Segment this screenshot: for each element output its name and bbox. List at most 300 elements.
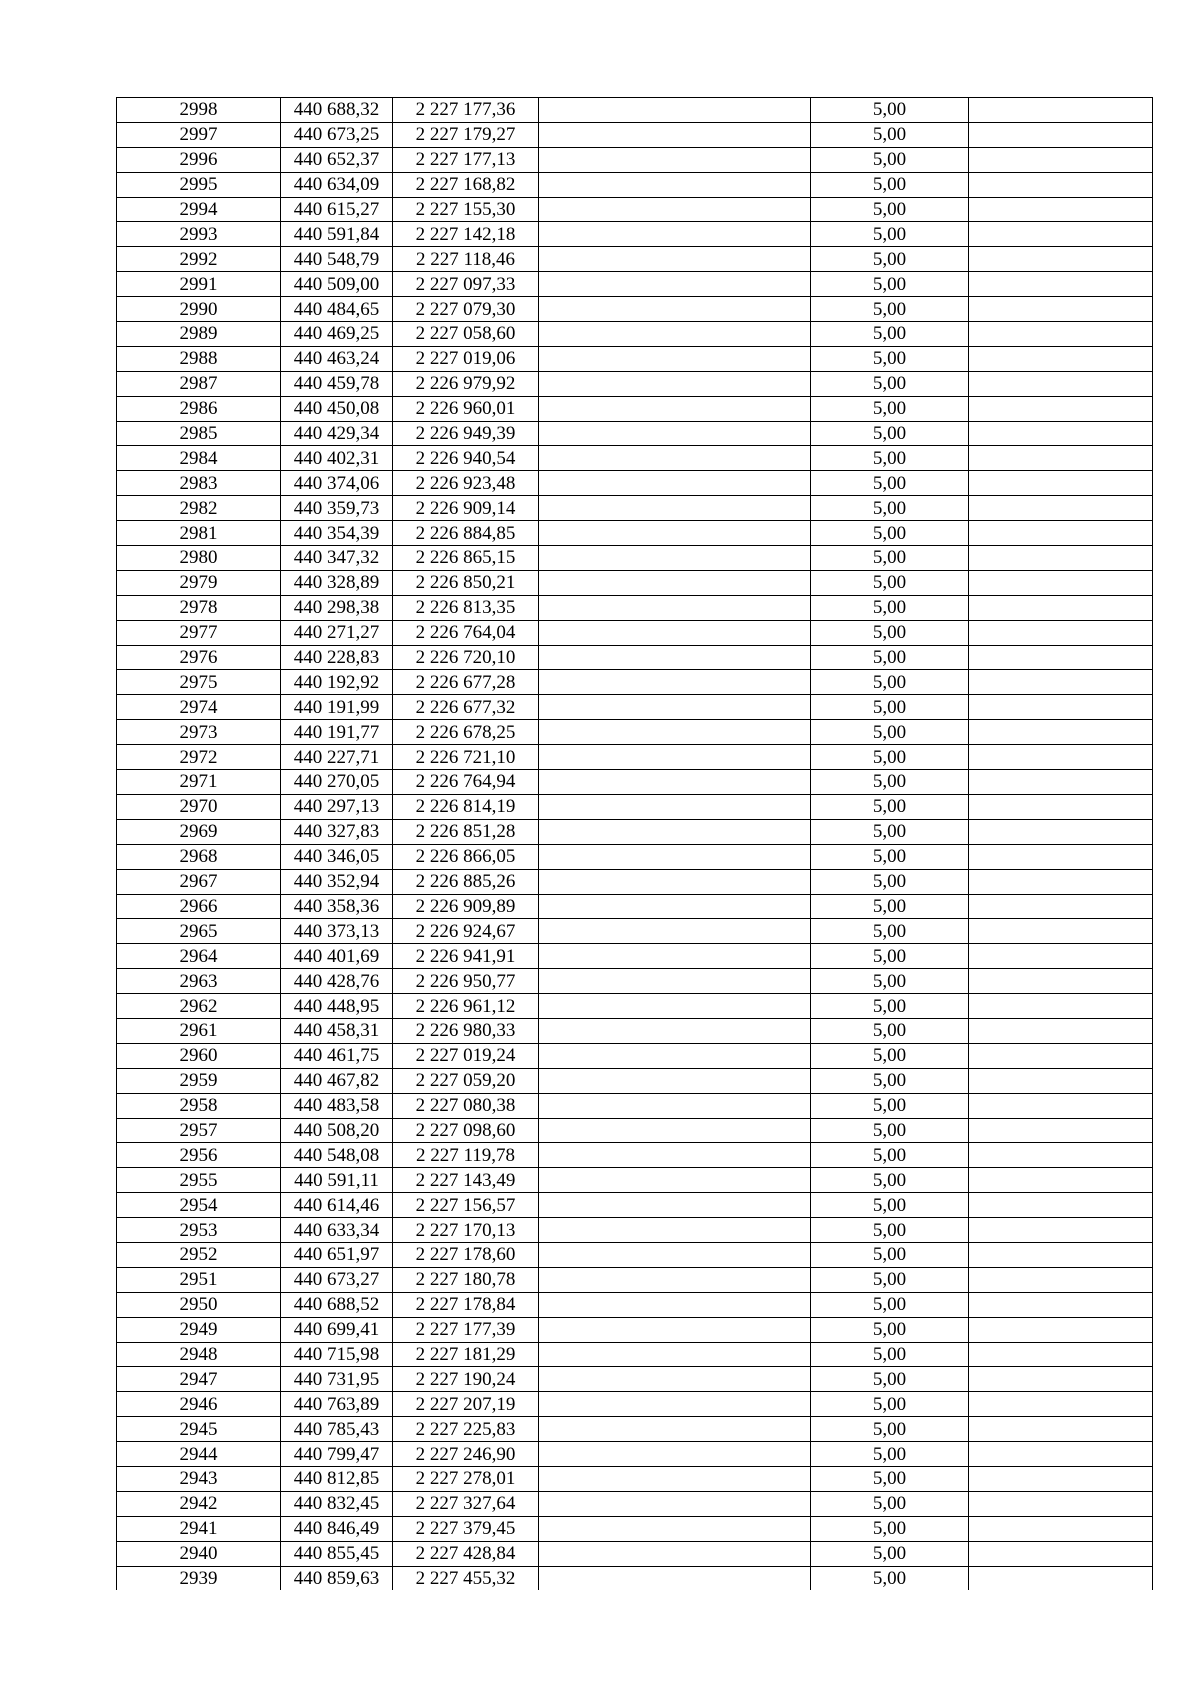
point-number-cell: 2950	[117, 1292, 281, 1317]
x-coordinate-cell: 440 191,77	[281, 720, 393, 745]
empty-cell	[969, 969, 1153, 994]
value-cell: 5,00	[811, 1516, 969, 1541]
point-number-cell: 2990	[117, 297, 281, 322]
x-coordinate-cell: 440 459,78	[281, 371, 393, 396]
empty-cell	[539, 1168, 811, 1193]
value-cell: 5,00	[811, 247, 969, 272]
table-row	[117, 745, 1153, 770]
empty-cell	[969, 98, 1153, 123]
point-number-cell: 2954	[117, 1193, 281, 1218]
empty-cell	[539, 770, 811, 795]
value-cell: 5,00	[811, 670, 969, 695]
table-row	[117, 794, 1153, 819]
empty-cell	[969, 122, 1153, 147]
table-row	[117, 869, 1153, 894]
value-cell: 5,00	[811, 1292, 969, 1317]
empty-cell	[539, 247, 811, 272]
x-coordinate-cell: 440 359,73	[281, 496, 393, 521]
empty-cell	[969, 919, 1153, 944]
value-cell: 5,00	[811, 222, 969, 247]
point-number-cell: 2995	[117, 172, 281, 197]
empty-cell	[969, 1466, 1153, 1491]
table-row	[117, 371, 1153, 396]
empty-cell	[539, 1541, 811, 1566]
point-number-cell: 2977	[117, 620, 281, 645]
value-cell: 5,00	[811, 695, 969, 720]
x-coordinate-cell: 440 463,24	[281, 346, 393, 371]
table-row	[117, 297, 1153, 322]
value-cell: 5,00	[811, 1193, 969, 1218]
empty-cell	[969, 1442, 1153, 1467]
empty-cell	[539, 1118, 811, 1143]
value-cell: 5,00	[811, 98, 969, 123]
table-row	[117, 1466, 1153, 1491]
point-number-cell: 2941	[117, 1516, 281, 1541]
x-coordinate-cell: 440 688,32	[281, 98, 393, 123]
table-row	[117, 98, 1153, 123]
y-coordinate-cell: 2 227 119,78	[393, 1143, 539, 1168]
empty-cell	[539, 521, 811, 546]
point-number-cell: 2986	[117, 396, 281, 421]
table-row	[117, 172, 1153, 197]
empty-cell	[969, 1417, 1153, 1442]
x-coordinate-cell: 440 673,27	[281, 1267, 393, 1292]
empty-cell	[539, 1392, 811, 1417]
y-coordinate-cell: 2 227 080,38	[393, 1093, 539, 1118]
x-coordinate-cell: 440 799,47	[281, 1442, 393, 1467]
y-coordinate-cell: 2 227 118,46	[393, 247, 539, 272]
empty-cell	[969, 297, 1153, 322]
value-cell: 5,00	[811, 570, 969, 595]
empty-cell	[539, 869, 811, 894]
point-number-cell: 2940	[117, 1541, 281, 1566]
y-coordinate-cell: 2 227 142,18	[393, 222, 539, 247]
table-row	[117, 496, 1153, 521]
x-coordinate-cell: 440 859,63	[281, 1566, 393, 1590]
value-cell: 5,00	[811, 1018, 969, 1043]
x-coordinate-cell: 440 484,65	[281, 297, 393, 322]
value-cell: 5,00	[811, 471, 969, 496]
table-row	[117, 1043, 1153, 1068]
y-coordinate-cell: 2 226 941,91	[393, 944, 539, 969]
empty-cell	[969, 1317, 1153, 1342]
x-coordinate-cell: 440 548,08	[281, 1143, 393, 1168]
value-cell: 5,00	[811, 819, 969, 844]
empty-cell	[539, 471, 811, 496]
table-row	[117, 546, 1153, 571]
value-cell: 5,00	[811, 1118, 969, 1143]
point-number-cell: 2998	[117, 98, 281, 123]
x-coordinate-cell: 440 509,00	[281, 272, 393, 297]
empty-cell	[539, 1218, 811, 1243]
table-row	[117, 1442, 1153, 1467]
point-number-cell: 2951	[117, 1267, 281, 1292]
empty-cell	[539, 1043, 811, 1068]
y-coordinate-cell: 2 227 379,45	[393, 1516, 539, 1541]
value-cell: 5,00	[811, 994, 969, 1019]
empty-cell	[539, 819, 811, 844]
value-cell: 5,00	[811, 1317, 969, 1342]
x-coordinate-cell: 440 374,06	[281, 471, 393, 496]
empty-cell	[539, 794, 811, 819]
value-cell: 5,00	[811, 1442, 969, 1467]
empty-cell	[539, 1317, 811, 1342]
x-coordinate-cell: 440 731,95	[281, 1367, 393, 1392]
point-number-cell: 2958	[117, 1093, 281, 1118]
empty-cell	[969, 172, 1153, 197]
empty-cell	[539, 1342, 811, 1367]
value-cell: 5,00	[811, 1168, 969, 1193]
value-cell: 5,00	[811, 496, 969, 521]
empty-cell	[969, 794, 1153, 819]
table-row	[117, 1118, 1153, 1143]
empty-cell	[539, 371, 811, 396]
value-cell: 5,00	[811, 969, 969, 994]
value-cell: 5,00	[811, 122, 969, 147]
empty-cell	[969, 496, 1153, 521]
table-row	[117, 521, 1153, 546]
point-number-cell: 2956	[117, 1143, 281, 1168]
x-coordinate-cell: 440 352,94	[281, 869, 393, 894]
value-cell: 5,00	[811, 745, 969, 770]
value-cell: 5,00	[811, 147, 969, 172]
y-coordinate-cell: 2 227 177,13	[393, 147, 539, 172]
y-coordinate-cell: 2 226 764,94	[393, 770, 539, 795]
empty-cell	[539, 595, 811, 620]
point-number-cell: 2970	[117, 794, 281, 819]
empty-cell	[539, 1068, 811, 1093]
value-cell: 5,00	[811, 172, 969, 197]
point-number-cell: 2953	[117, 1218, 281, 1243]
point-number-cell: 2949	[117, 1317, 281, 1342]
x-coordinate-cell: 440 832,45	[281, 1491, 393, 1516]
table-row	[117, 1267, 1153, 1292]
x-coordinate-cell: 440 699,41	[281, 1317, 393, 1342]
value-cell: 5,00	[811, 1566, 969, 1590]
empty-cell	[539, 272, 811, 297]
empty-cell	[969, 570, 1153, 595]
empty-cell	[539, 844, 811, 869]
empty-cell	[539, 446, 811, 471]
empty-cell	[539, 1516, 811, 1541]
empty-cell	[539, 645, 811, 670]
empty-cell	[539, 695, 811, 720]
x-coordinate-cell: 440 450,08	[281, 396, 393, 421]
point-number-cell: 2959	[117, 1068, 281, 1093]
x-coordinate-cell: 440 846,49	[281, 1516, 393, 1541]
table-row	[117, 570, 1153, 595]
point-number-cell: 2947	[117, 1367, 281, 1392]
x-coordinate-cell: 440 270,05	[281, 770, 393, 795]
y-coordinate-cell: 2 226 949,39	[393, 421, 539, 446]
empty-cell	[539, 1491, 811, 1516]
y-coordinate-cell: 2 227 177,36	[393, 98, 539, 123]
y-coordinate-cell: 2 227 019,24	[393, 1043, 539, 1068]
table-row	[117, 645, 1153, 670]
empty-cell	[539, 1442, 811, 1467]
y-coordinate-cell: 2 226 677,28	[393, 670, 539, 695]
table-row	[117, 720, 1153, 745]
empty-cell	[539, 620, 811, 645]
table-row	[117, 1292, 1153, 1317]
x-coordinate-cell: 440 651,97	[281, 1242, 393, 1267]
y-coordinate-cell: 2 227 097,33	[393, 272, 539, 297]
table-row	[117, 1541, 1153, 1566]
empty-cell	[969, 1018, 1153, 1043]
y-coordinate-cell: 2 227 190,24	[393, 1367, 539, 1392]
point-number-cell: 2961	[117, 1018, 281, 1043]
y-coordinate-cell: 2 226 961,12	[393, 994, 539, 1019]
table-row	[117, 1193, 1153, 1218]
table-row	[117, 1168, 1153, 1193]
empty-cell	[539, 122, 811, 147]
value-cell: 5,00	[811, 720, 969, 745]
empty-cell	[539, 1367, 811, 1392]
x-coordinate-cell: 440 298,38	[281, 595, 393, 620]
x-coordinate-cell: 440 591,11	[281, 1168, 393, 1193]
point-number-cell: 2978	[117, 595, 281, 620]
y-coordinate-cell: 2 227 177,39	[393, 1317, 539, 1342]
table-row	[117, 944, 1153, 969]
empty-cell	[969, 371, 1153, 396]
y-coordinate-cell: 2 226 884,85	[393, 521, 539, 546]
point-number-cell: 2985	[117, 421, 281, 446]
empty-cell	[539, 1242, 811, 1267]
value-cell: 5,00	[811, 1218, 969, 1243]
x-coordinate-cell: 440 688,52	[281, 1292, 393, 1317]
x-coordinate-cell: 440 402,31	[281, 446, 393, 471]
value-cell: 5,00	[811, 620, 969, 645]
table-row	[117, 894, 1153, 919]
empty-cell	[539, 346, 811, 371]
empty-cell	[969, 894, 1153, 919]
point-number-cell: 2939	[117, 1566, 281, 1590]
x-coordinate-cell: 440 297,13	[281, 794, 393, 819]
y-coordinate-cell: 2 227 178,84	[393, 1292, 539, 1317]
table-row	[117, 1417, 1153, 1442]
point-number-cell: 2993	[117, 222, 281, 247]
point-number-cell: 2987	[117, 371, 281, 396]
point-number-cell: 2969	[117, 819, 281, 844]
x-coordinate-cell: 440 327,83	[281, 819, 393, 844]
y-coordinate-cell: 2 227 181,29	[393, 1342, 539, 1367]
point-number-cell: 2994	[117, 197, 281, 222]
x-coordinate-cell: 440 812,85	[281, 1466, 393, 1491]
empty-cell	[969, 620, 1153, 645]
empty-cell	[969, 869, 1153, 894]
table-row	[117, 1342, 1153, 1367]
table-row	[117, 1392, 1153, 1417]
empty-cell	[969, 720, 1153, 745]
empty-cell	[969, 1242, 1153, 1267]
value-cell: 5,00	[811, 197, 969, 222]
empty-cell	[969, 272, 1153, 297]
y-coordinate-cell: 2 226 979,92	[393, 371, 539, 396]
x-coordinate-cell: 440 508,20	[281, 1118, 393, 1143]
x-coordinate-cell: 440 347,32	[281, 546, 393, 571]
point-number-cell: 2963	[117, 969, 281, 994]
y-coordinate-cell: 2 227 143,49	[393, 1168, 539, 1193]
empty-cell	[539, 396, 811, 421]
empty-cell	[539, 1093, 811, 1118]
empty-cell	[539, 1018, 811, 1043]
empty-cell	[969, 247, 1153, 272]
point-number-cell: 2974	[117, 695, 281, 720]
empty-cell	[539, 745, 811, 770]
empty-cell	[539, 297, 811, 322]
value-cell: 5,00	[811, 396, 969, 421]
table-row	[117, 670, 1153, 695]
table-row	[117, 1367, 1153, 1392]
y-coordinate-cell: 2 227 179,27	[393, 122, 539, 147]
point-number-cell: 2968	[117, 844, 281, 869]
y-coordinate-cell: 2 227 098,60	[393, 1118, 539, 1143]
table-row	[117, 1516, 1153, 1541]
x-coordinate-cell: 440 855,45	[281, 1541, 393, 1566]
x-coordinate-cell: 440 373,13	[281, 919, 393, 944]
empty-cell	[969, 446, 1153, 471]
table-row	[117, 844, 1153, 869]
y-coordinate-cell: 2 226 924,67	[393, 919, 539, 944]
point-number-cell: 2946	[117, 1392, 281, 1417]
empty-cell	[969, 994, 1153, 1019]
value-cell: 5,00	[811, 1491, 969, 1516]
table-row	[117, 969, 1153, 994]
empty-cell	[969, 745, 1153, 770]
empty-cell	[539, 546, 811, 571]
empty-cell	[969, 595, 1153, 620]
y-coordinate-cell: 2 226 720,10	[393, 645, 539, 670]
table-row	[117, 595, 1153, 620]
x-coordinate-cell: 440 401,69	[281, 944, 393, 969]
table-row	[117, 1018, 1153, 1043]
table-row	[117, 1093, 1153, 1118]
value-cell: 5,00	[811, 869, 969, 894]
value-cell: 5,00	[811, 944, 969, 969]
value-cell: 5,00	[811, 595, 969, 620]
point-number-cell: 2976	[117, 645, 281, 670]
y-coordinate-cell: 2 227 058,60	[393, 322, 539, 347]
point-number-cell: 2960	[117, 1043, 281, 1068]
empty-cell	[539, 670, 811, 695]
empty-cell	[969, 1516, 1153, 1541]
x-coordinate-cell: 440 591,84	[281, 222, 393, 247]
point-number-cell: 2962	[117, 994, 281, 1019]
value-cell: 5,00	[811, 521, 969, 546]
y-coordinate-cell: 2 227 170,13	[393, 1218, 539, 1243]
y-coordinate-cell: 2 227 246,90	[393, 1442, 539, 1467]
y-coordinate-cell: 2 226 909,89	[393, 894, 539, 919]
point-number-cell: 2972	[117, 745, 281, 770]
empty-cell	[969, 645, 1153, 670]
empty-cell	[539, 147, 811, 172]
y-coordinate-cell: 2 226 909,14	[393, 496, 539, 521]
table-row	[117, 994, 1153, 1019]
table-row	[117, 471, 1153, 496]
y-coordinate-cell: 2 226 865,15	[393, 546, 539, 571]
table-row	[117, 122, 1153, 147]
y-coordinate-cell: 2 227 168,82	[393, 172, 539, 197]
empty-cell	[539, 894, 811, 919]
x-coordinate-cell: 440 715,98	[281, 1342, 393, 1367]
point-number-cell: 2984	[117, 446, 281, 471]
empty-cell	[969, 147, 1153, 172]
empty-cell	[539, 1292, 811, 1317]
point-number-cell: 2965	[117, 919, 281, 944]
x-coordinate-cell: 440 228,83	[281, 645, 393, 670]
empty-cell	[969, 770, 1153, 795]
y-coordinate-cell: 2 227 455,32	[393, 1566, 539, 1590]
x-coordinate-cell: 440 328,89	[281, 570, 393, 595]
y-coordinate-cell: 2 227 180,78	[393, 1267, 539, 1292]
empty-cell	[969, 1541, 1153, 1566]
point-number-cell: 2955	[117, 1168, 281, 1193]
empty-cell	[969, 1193, 1153, 1218]
value-cell: 5,00	[811, 770, 969, 795]
x-coordinate-cell: 440 467,82	[281, 1068, 393, 1093]
empty-cell	[539, 98, 811, 123]
value-cell: 5,00	[811, 371, 969, 396]
table-row	[117, 1143, 1153, 1168]
y-coordinate-cell: 2 226 677,32	[393, 695, 539, 720]
value-cell: 5,00	[811, 1367, 969, 1392]
value-cell: 5,00	[811, 1267, 969, 1292]
empty-cell	[969, 521, 1153, 546]
value-cell: 5,00	[811, 1093, 969, 1118]
empty-cell	[539, 944, 811, 969]
empty-cell	[539, 994, 811, 1019]
value-cell: 5,00	[811, 446, 969, 471]
x-coordinate-cell: 440 271,27	[281, 620, 393, 645]
table-row	[117, 197, 1153, 222]
value-cell: 5,00	[811, 1143, 969, 1168]
y-coordinate-cell: 2 226 885,26	[393, 869, 539, 894]
point-number-cell: 2979	[117, 570, 281, 595]
point-number-cell: 2952	[117, 1242, 281, 1267]
y-coordinate-cell: 2 226 721,10	[393, 745, 539, 770]
empty-cell	[969, 471, 1153, 496]
empty-cell	[969, 1491, 1153, 1516]
x-coordinate-cell: 440 227,71	[281, 745, 393, 770]
empty-cell	[969, 1168, 1153, 1193]
table-row	[117, 247, 1153, 272]
y-coordinate-cell: 2 226 923,48	[393, 471, 539, 496]
value-cell: 5,00	[811, 421, 969, 446]
value-cell: 5,00	[811, 297, 969, 322]
x-coordinate-cell: 440 192,92	[281, 670, 393, 695]
y-coordinate-cell: 2 227 079,30	[393, 297, 539, 322]
empty-cell	[539, 172, 811, 197]
x-coordinate-cell: 440 354,39	[281, 521, 393, 546]
x-coordinate-cell: 440 785,43	[281, 1417, 393, 1442]
x-coordinate-cell: 440 346,05	[281, 844, 393, 869]
empty-cell	[539, 322, 811, 347]
empty-cell	[539, 1417, 811, 1442]
point-number-cell: 2973	[117, 720, 281, 745]
table-row	[117, 446, 1153, 471]
y-coordinate-cell: 2 226 980,33	[393, 1018, 539, 1043]
empty-cell	[969, 197, 1153, 222]
y-coordinate-cell: 2 226 950,77	[393, 969, 539, 994]
empty-cell	[969, 1566, 1153, 1590]
y-coordinate-cell: 2 226 960,01	[393, 396, 539, 421]
table-row	[117, 1491, 1153, 1516]
table-row	[117, 1566, 1153, 1590]
y-coordinate-cell: 2 227 155,30	[393, 197, 539, 222]
table-row	[117, 770, 1153, 795]
x-coordinate-cell: 440 448,95	[281, 994, 393, 1019]
value-cell: 5,00	[811, 272, 969, 297]
